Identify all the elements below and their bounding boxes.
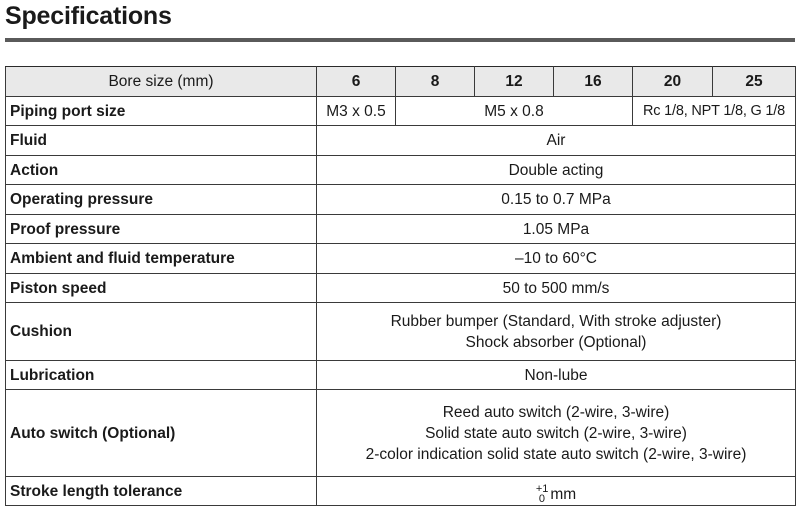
spec-value-line: Reed auto switch (2-wire, 3-wire) — [442, 403, 670, 421]
spec-label: Cushion — [6, 303, 317, 361]
tolerance-expression — [536, 484, 576, 505]
piping-port-rc: Rc 1/8, NPT 1/8, G 1/8 — [633, 97, 796, 126]
spec-label: Proof pressure — [6, 215, 317, 244]
bore-size-12: 12 — [475, 67, 554, 97]
stroke-tolerance-label: Stroke length tolerance — [6, 477, 317, 506]
bore-size-6: 6 — [317, 67, 396, 97]
spec-label: Operating pressure — [6, 185, 317, 215]
spec-value-line: 2-color indication solid state auto switch (2-wire, 3-wire) — [365, 445, 747, 463]
spec-row — [6, 390, 796, 477]
spec-label: Piston speed — [6, 274, 317, 303]
spec-label: Auto switch (Optional) — [6, 390, 317, 477]
spec-value-line: Shock absorber (Optional) — [465, 333, 647, 351]
spec-label: Fluid — [6, 126, 317, 156]
spec-value — [317, 185, 796, 215]
spec-row — [6, 156, 796, 185]
stroke-tolerance-value — [317, 477, 796, 506]
page-title: Specifications — [5, 2, 172, 30]
spec-row — [6, 303, 796, 361]
spec-label: Lubrication — [6, 361, 317, 390]
spec-row — [6, 185, 796, 215]
spec-value-line: Solid state auto switch (2-wire, 3-wire) — [425, 424, 687, 442]
title-underline — [5, 38, 795, 42]
spec-row — [6, 215, 796, 244]
bore-size-16: 16 — [554, 67, 633, 97]
spec-value-line: Air — [546, 132, 566, 149]
bore-size-25: 25 — [713, 67, 796, 97]
spec-value-line: Non-lube — [524, 366, 588, 384]
specifications-table — [5, 66, 796, 506]
spec-value-line: –10 to 60°C — [514, 250, 598, 267]
tolerance-upper: +1 — [535, 483, 549, 496]
spec-value-line: Rubber bumper (Standard, With stroke adjuster) — [390, 312, 722, 330]
spec-value — [317, 215, 796, 244]
piping-port-m5: M5 x 0.8 — [396, 97, 633, 126]
spec-value — [317, 390, 796, 477]
bore-size-label: Bore size (mm) — [6, 67, 317, 97]
spec-value-line: 1.05 MPa — [522, 220, 590, 238]
stroke-tolerance-row — [6, 477, 796, 506]
spec-value — [317, 274, 796, 303]
piping-port-row — [6, 97, 796, 126]
spec-label: Ambient and fluid temperature — [6, 244, 317, 274]
spec-value — [317, 244, 796, 274]
spec-row — [6, 361, 796, 390]
tolerance-limits — [536, 484, 549, 504]
spec-row — [6, 244, 796, 274]
spec-label: Action — [6, 156, 317, 185]
piping-port-label: Piping port size — [6, 97, 317, 126]
spec-value-line: 50 to 500 mm/s — [502, 279, 610, 297]
bore-size-row — [6, 67, 796, 97]
spec-row — [6, 126, 796, 156]
bore-size-8: 8 — [396, 67, 475, 97]
piping-port-m3: M3 x 0.5 — [317, 97, 396, 126]
spec-value — [317, 156, 796, 185]
tolerance-unit: mm — [550, 485, 577, 503]
spec-value-line: 0.15 to 0.7 MPa — [501, 191, 611, 208]
spec-value — [317, 303, 796, 361]
spec-value-line: Double acting — [508, 161, 604, 179]
tolerance-lower: 0 — [538, 493, 545, 506]
spec-row — [6, 274, 796, 303]
spec-value — [317, 126, 796, 156]
bore-size-20: 20 — [633, 67, 713, 97]
spec-value — [317, 361, 796, 390]
